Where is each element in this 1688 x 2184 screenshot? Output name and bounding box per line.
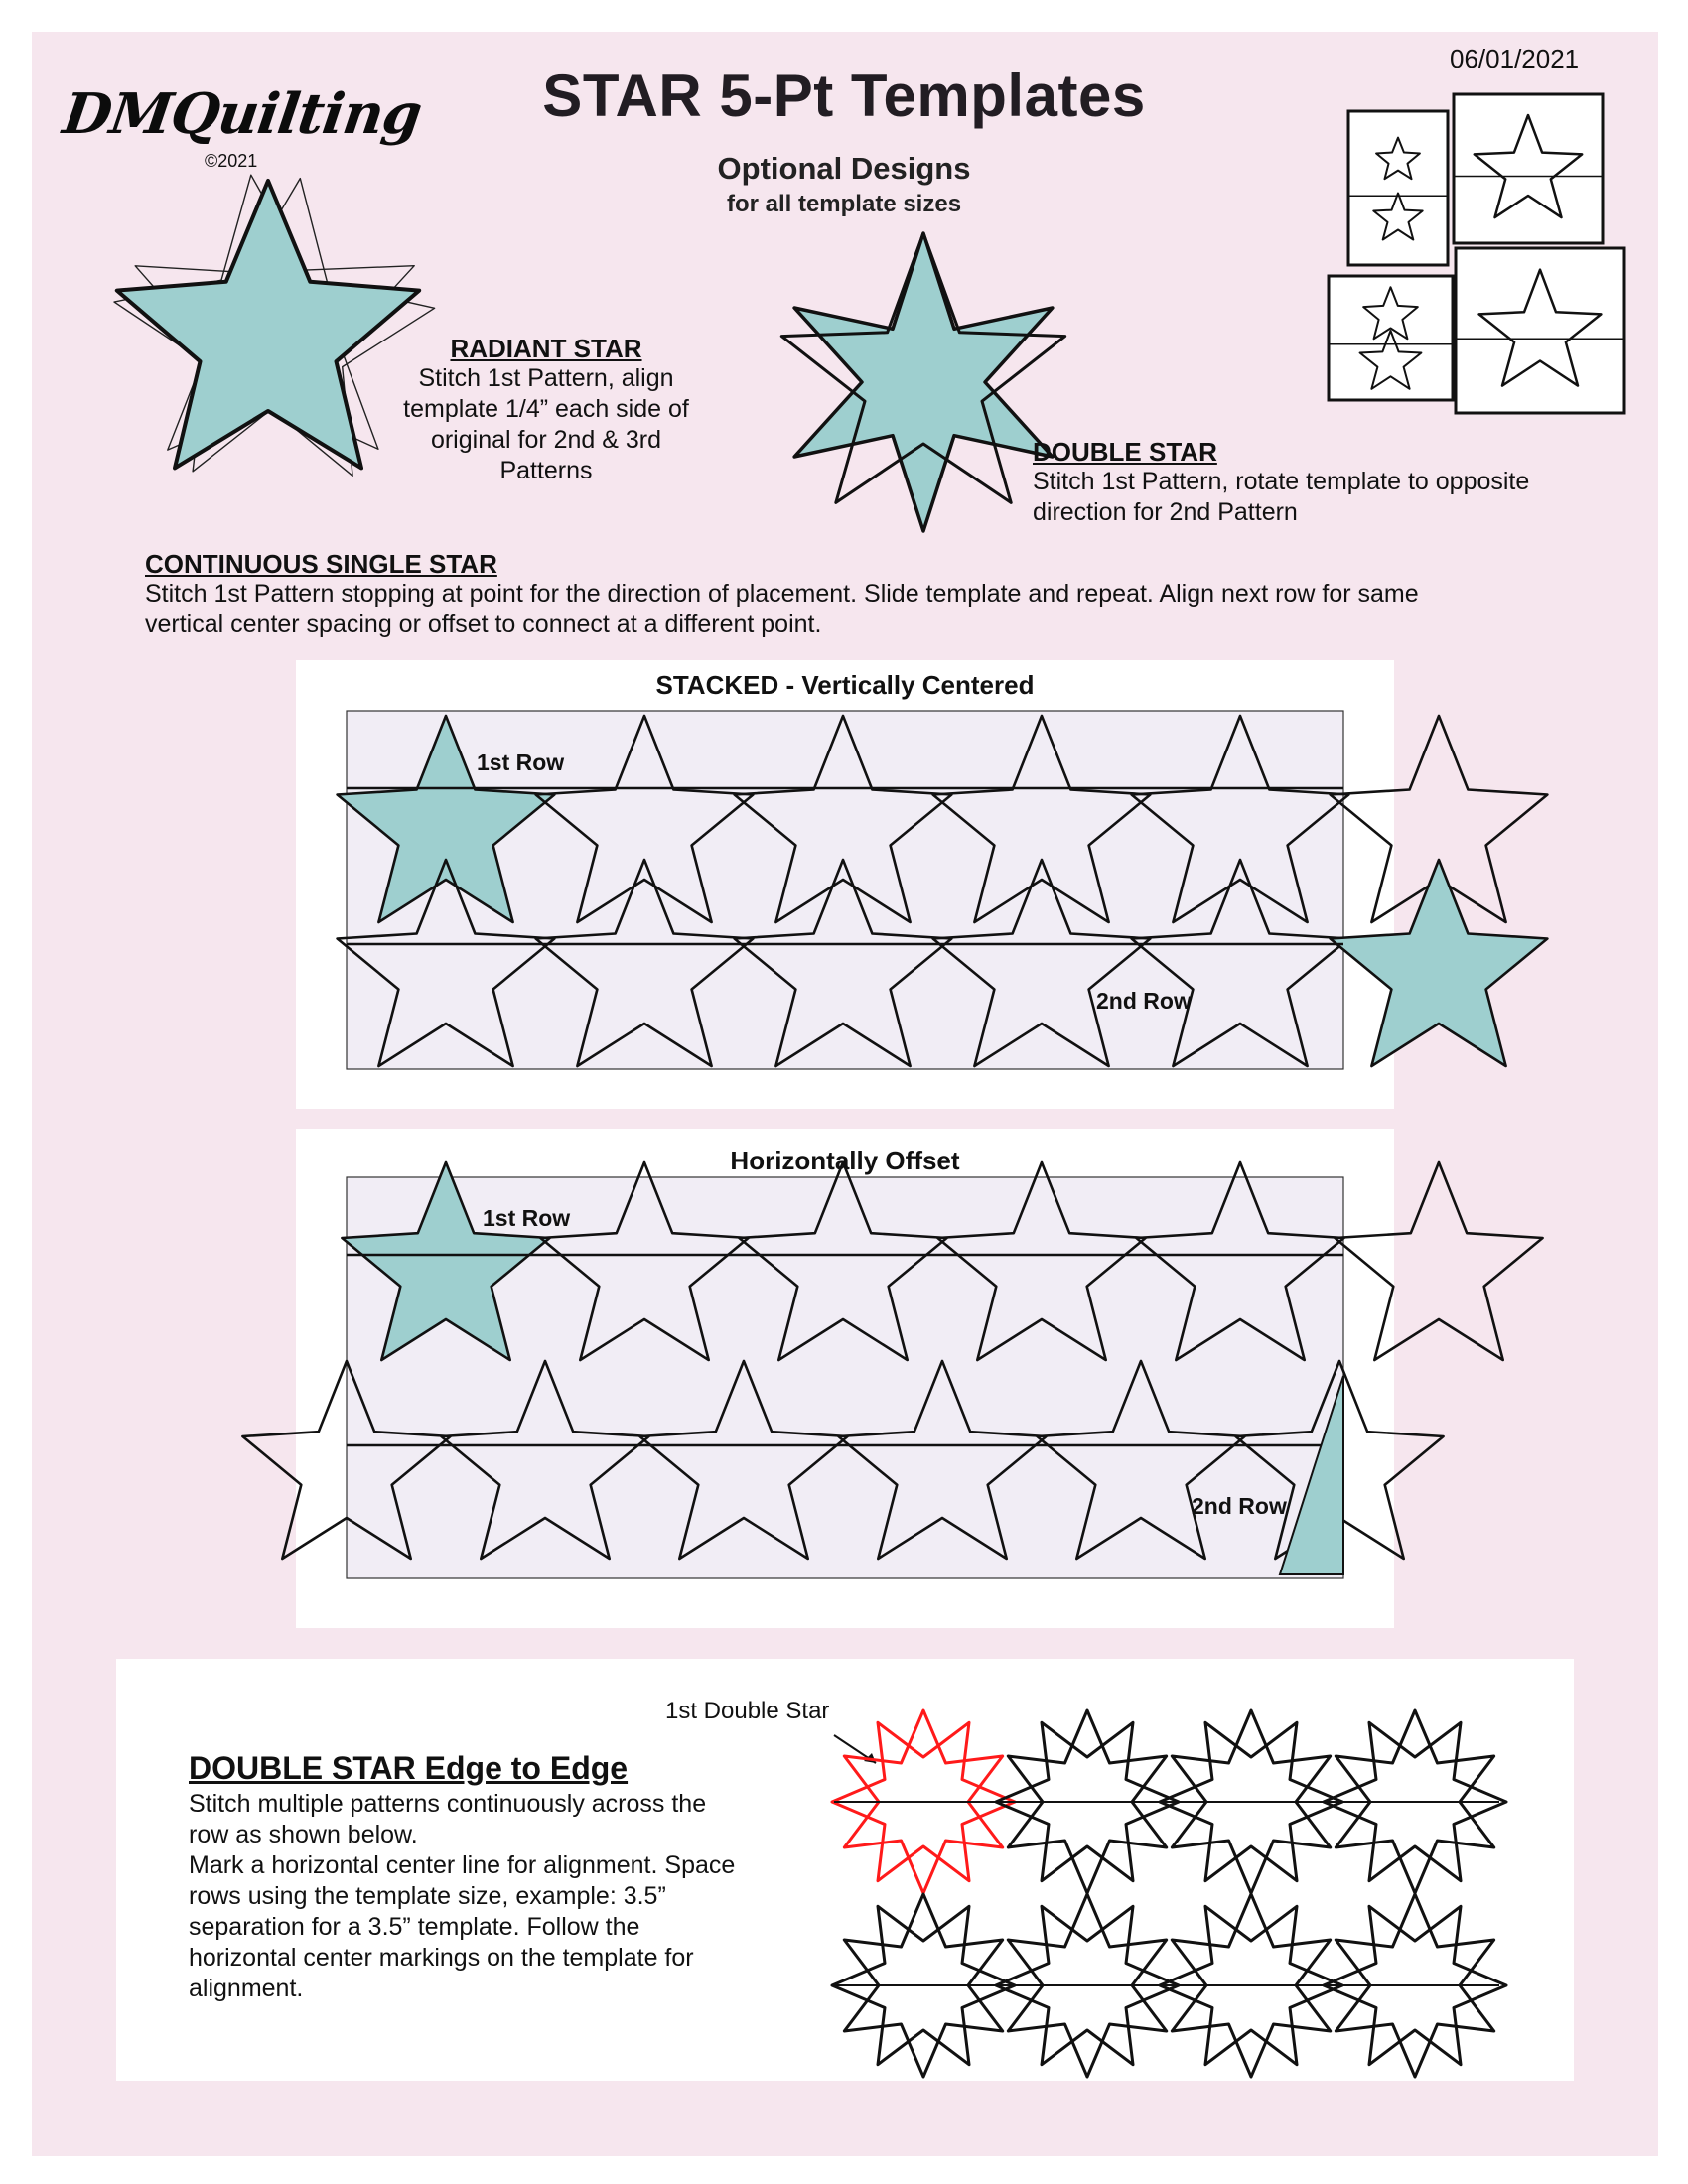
edge-to-edge-diagram (814, 1688, 1509, 2065)
edge-line: Stitch multiple patterns continuously across the (189, 1790, 707, 1818)
double-star-line: direction for 2nd Pattern (1033, 498, 1298, 526)
edge-line: horizontal center markings on the template for (189, 1944, 694, 1972)
offset-row2-label: 2nd Row (1192, 1493, 1287, 1519)
double-star-description (1033, 467, 1628, 528)
radiant-star-heading: RADIANT STAR (450, 334, 642, 363)
optional-designs-subtitle: for all template sizes (726, 191, 962, 217)
double-star-heading: DOUBLE STAR (1033, 437, 1217, 467)
radiant-line: original for 2nd & 3rd (430, 426, 662, 454)
radiant-line: Stitch 1st Pattern, align (418, 364, 674, 392)
template-thumbnail-card (1348, 111, 1448, 265)
copyright-text: ©2021 (205, 151, 258, 171)
continuous-star-description (145, 579, 1585, 640)
edge-line: rows using the template size, example: 3.5” (189, 1882, 666, 1910)
document-date: 06/01/2021 (1450, 44, 1580, 73)
radiant-star-description (372, 363, 720, 486)
edge-line: Mark a horizontal center line for alignment. Space (189, 1851, 736, 1879)
stacked-row1-label: 1st Row (477, 750, 565, 775)
edge-line: separation for a 3.5” template. Follow the (189, 1913, 640, 1941)
edge-to-edge-heading: DOUBLE STAR Edge to Edge (189, 1750, 629, 1786)
radiant-line: Patterns (499, 457, 593, 484)
offset-title: Horizontally Offset (730, 1146, 960, 1175)
edge-to-edge-description (189, 1789, 824, 2004)
offset-row1-label: 1st Row (483, 1205, 571, 1231)
template-thumbnails (1321, 89, 1638, 417)
continuous-line: vertical center spacing or offset to connect at a different point. (145, 611, 822, 638)
double-star-illustration (774, 228, 1072, 536)
edge-line: alignment. (189, 1975, 304, 2002)
continuous-line: Stitch 1st Pattern stopping at point for the direction of placement. Slide template and repeat. Align next row for same (145, 580, 1419, 608)
template-thumbnail-card (1329, 276, 1453, 400)
stacked-row2-label: 2nd Row (1096, 988, 1192, 1014)
double-star-line: Stitch 1st Pattern, rotate template to opposite (1033, 468, 1530, 495)
brand-logo: DMQuilting (59, 81, 426, 147)
optional-designs-title: Optional Designs (717, 151, 971, 186)
page-title: STAR 5-Pt Templates (542, 63, 1146, 129)
double-star-shape (794, 233, 1053, 531)
stacked-title: STACKED - Vertically Centered (655, 670, 1035, 700)
radiant-line: template 1/4” each side of (403, 395, 689, 423)
edge-line: row as shown below. (189, 1821, 418, 1848)
first-double-star-callout: 1st Double Star (665, 1698, 830, 1724)
continuous-star-heading: CONTINUOUS SINGLE STAR (145, 549, 497, 579)
